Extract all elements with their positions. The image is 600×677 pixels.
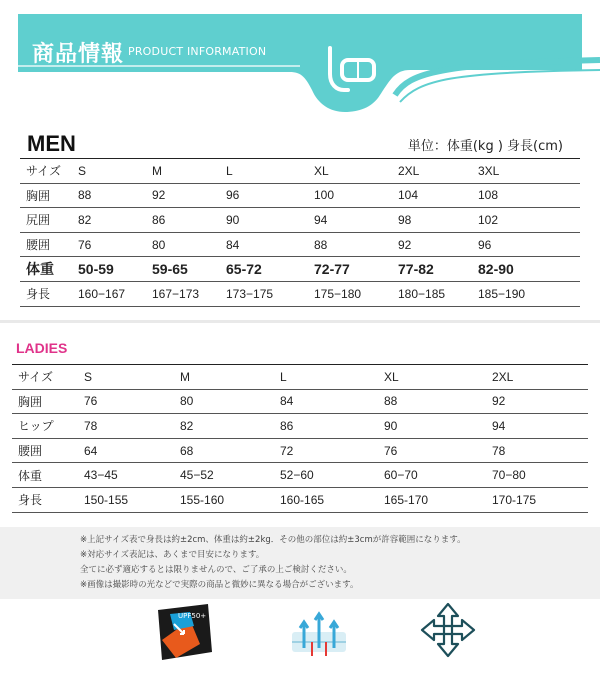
row-label-cell: ヒップ xyxy=(12,414,84,439)
table-cell: 60−70 xyxy=(384,463,492,488)
table-cell: 90 xyxy=(226,208,314,233)
table-cell: 102 xyxy=(478,208,580,233)
table-cell: 160−167 xyxy=(78,281,152,306)
note-line: ※対応サイズ表記は、あくまで目安になります。 xyxy=(80,550,265,560)
table-cell: 104 xyxy=(398,183,478,208)
table-cell: 70−80 xyxy=(492,463,588,488)
table-cell: 80 xyxy=(180,389,280,414)
table-header-cell: XL xyxy=(314,159,398,184)
table-header-cell: サイズ xyxy=(20,159,78,184)
table-cell: 96 xyxy=(478,232,580,257)
page-title: 商品情報 xyxy=(32,42,125,67)
upf50-fabric-icon xyxy=(150,600,216,666)
note-line: ※上記サイズ表で身長は約±2cm、体重は約±2kg．その他の部位は約±3cmが許容範囲になります。 xyxy=(80,535,466,545)
table-cell: 167−173 xyxy=(152,281,226,306)
table-cell: 77-82 xyxy=(398,257,478,282)
table-cell: 78 xyxy=(84,414,180,439)
four-way-stretch-icon xyxy=(418,600,478,660)
table-header-cell: M xyxy=(180,365,280,390)
ladies-section-title: LADIES xyxy=(16,340,68,356)
note-line: ※画像は撮影時の光などで実際の商品と微妙に異なる場合がございます。 xyxy=(80,580,359,590)
table-header-cell: L xyxy=(280,365,384,390)
table-cell: 64 xyxy=(84,438,180,463)
table-row xyxy=(12,487,588,512)
table-header-cell: M xyxy=(152,159,226,184)
table-cell: 45−52 xyxy=(180,463,280,488)
note-line: 全てに必ず適応するとは限りませんので、ご了承の上ご検討ください。 xyxy=(80,565,352,575)
table-cell: 68 xyxy=(180,438,280,463)
table-row xyxy=(12,414,588,439)
table-row xyxy=(20,232,580,257)
row-label-cell: 胸囲 xyxy=(20,183,78,208)
table-row xyxy=(20,183,580,208)
table-cell: 80 xyxy=(152,232,226,257)
table-cell: 170-175 xyxy=(492,487,588,512)
table-cell: 84 xyxy=(226,232,314,257)
unit-label: 単位：体重(kg ) 身長(cm) xyxy=(407,139,563,154)
table-header-cell: S xyxy=(78,159,152,184)
table-row xyxy=(20,208,580,233)
table-cell: 108 xyxy=(478,183,580,208)
table-cell: 82 xyxy=(78,208,152,233)
row-label-cell: 腰囲 xyxy=(20,232,78,257)
table-row xyxy=(12,365,588,390)
row-label-cell: 身長 xyxy=(20,281,78,306)
table-cell: 50-59 xyxy=(78,257,152,282)
table-cell: 100 xyxy=(314,183,398,208)
table-cell: 185−190 xyxy=(478,281,580,306)
table-cell: 165-170 xyxy=(384,487,492,512)
upf-badge: UPF50+ xyxy=(178,612,207,620)
row-label-cell: 尻囲 xyxy=(20,208,78,233)
table-cell: 96 xyxy=(226,183,314,208)
table-row xyxy=(20,281,580,306)
table-header-cell: 3XL xyxy=(478,159,580,184)
table-header-cell: XL xyxy=(384,365,492,390)
table-cell: 92 xyxy=(152,183,226,208)
row-label-cell: 体重 xyxy=(12,463,84,488)
table-cell: 82-90 xyxy=(478,257,580,282)
notes-panel xyxy=(0,527,600,599)
row-label-cell: 体重 xyxy=(20,257,78,282)
table-cell: 84 xyxy=(280,389,384,414)
table-cell: 72 xyxy=(280,438,384,463)
table-cell: 86 xyxy=(152,208,226,233)
table-cell: 76 xyxy=(78,232,152,257)
table-cell: 150-155 xyxy=(84,487,180,512)
table-cell: 72-77 xyxy=(314,257,398,282)
table-header-cell: 2XL xyxy=(398,159,478,184)
table-cell: 90 xyxy=(384,414,492,439)
table-cell: 59-65 xyxy=(152,257,226,282)
row-label-cell: 胸囲 xyxy=(12,389,84,414)
row-label-cell: 身長 xyxy=(12,487,84,512)
table-cell: 88 xyxy=(78,183,152,208)
row-label-cell: 腰囲 xyxy=(12,438,84,463)
table-row xyxy=(12,463,588,488)
table-header-cell: L xyxy=(226,159,314,184)
men-section-title: MEN xyxy=(27,131,76,156)
table-row xyxy=(12,389,588,414)
table-cell: 160-165 xyxy=(280,487,384,512)
table-row xyxy=(20,159,580,184)
section-divider xyxy=(0,320,600,323)
table-cell: 78 xyxy=(492,438,588,463)
table-cell: 88 xyxy=(384,389,492,414)
table-cell: 155-160 xyxy=(180,487,280,512)
table-header-cell: 2XL xyxy=(492,365,588,390)
men-size-table xyxy=(20,158,580,307)
table-cell: 88 xyxy=(314,232,398,257)
table-row xyxy=(12,438,588,463)
table-cell: 52−60 xyxy=(280,463,384,488)
table-cell: 173−175 xyxy=(226,281,314,306)
table-header-cell: S xyxy=(84,365,180,390)
table-header-cell: サイズ xyxy=(12,365,84,390)
table-row xyxy=(20,257,580,282)
table-cell: 92 xyxy=(492,389,588,414)
table-cell: 180−185 xyxy=(398,281,478,306)
page-subtitle: PRODUCT INFORMATION xyxy=(128,45,267,58)
table-cell: 76 xyxy=(84,389,180,414)
table-cell: 65-72 xyxy=(226,257,314,282)
table-cell: 94 xyxy=(492,414,588,439)
table-cell: 86 xyxy=(280,414,384,439)
breathable-fabric-icon xyxy=(286,602,352,664)
ladies-size-table xyxy=(12,364,588,513)
table-cell: 98 xyxy=(398,208,478,233)
table-cell: 92 xyxy=(398,232,478,257)
table-cell: 175−180 xyxy=(314,281,398,306)
table-cell: 43−45 xyxy=(84,463,180,488)
table-cell: 76 xyxy=(384,438,492,463)
snorkel-mask-icon xyxy=(326,44,380,100)
table-cell: 82 xyxy=(180,414,280,439)
table-cell: 94 xyxy=(314,208,398,233)
